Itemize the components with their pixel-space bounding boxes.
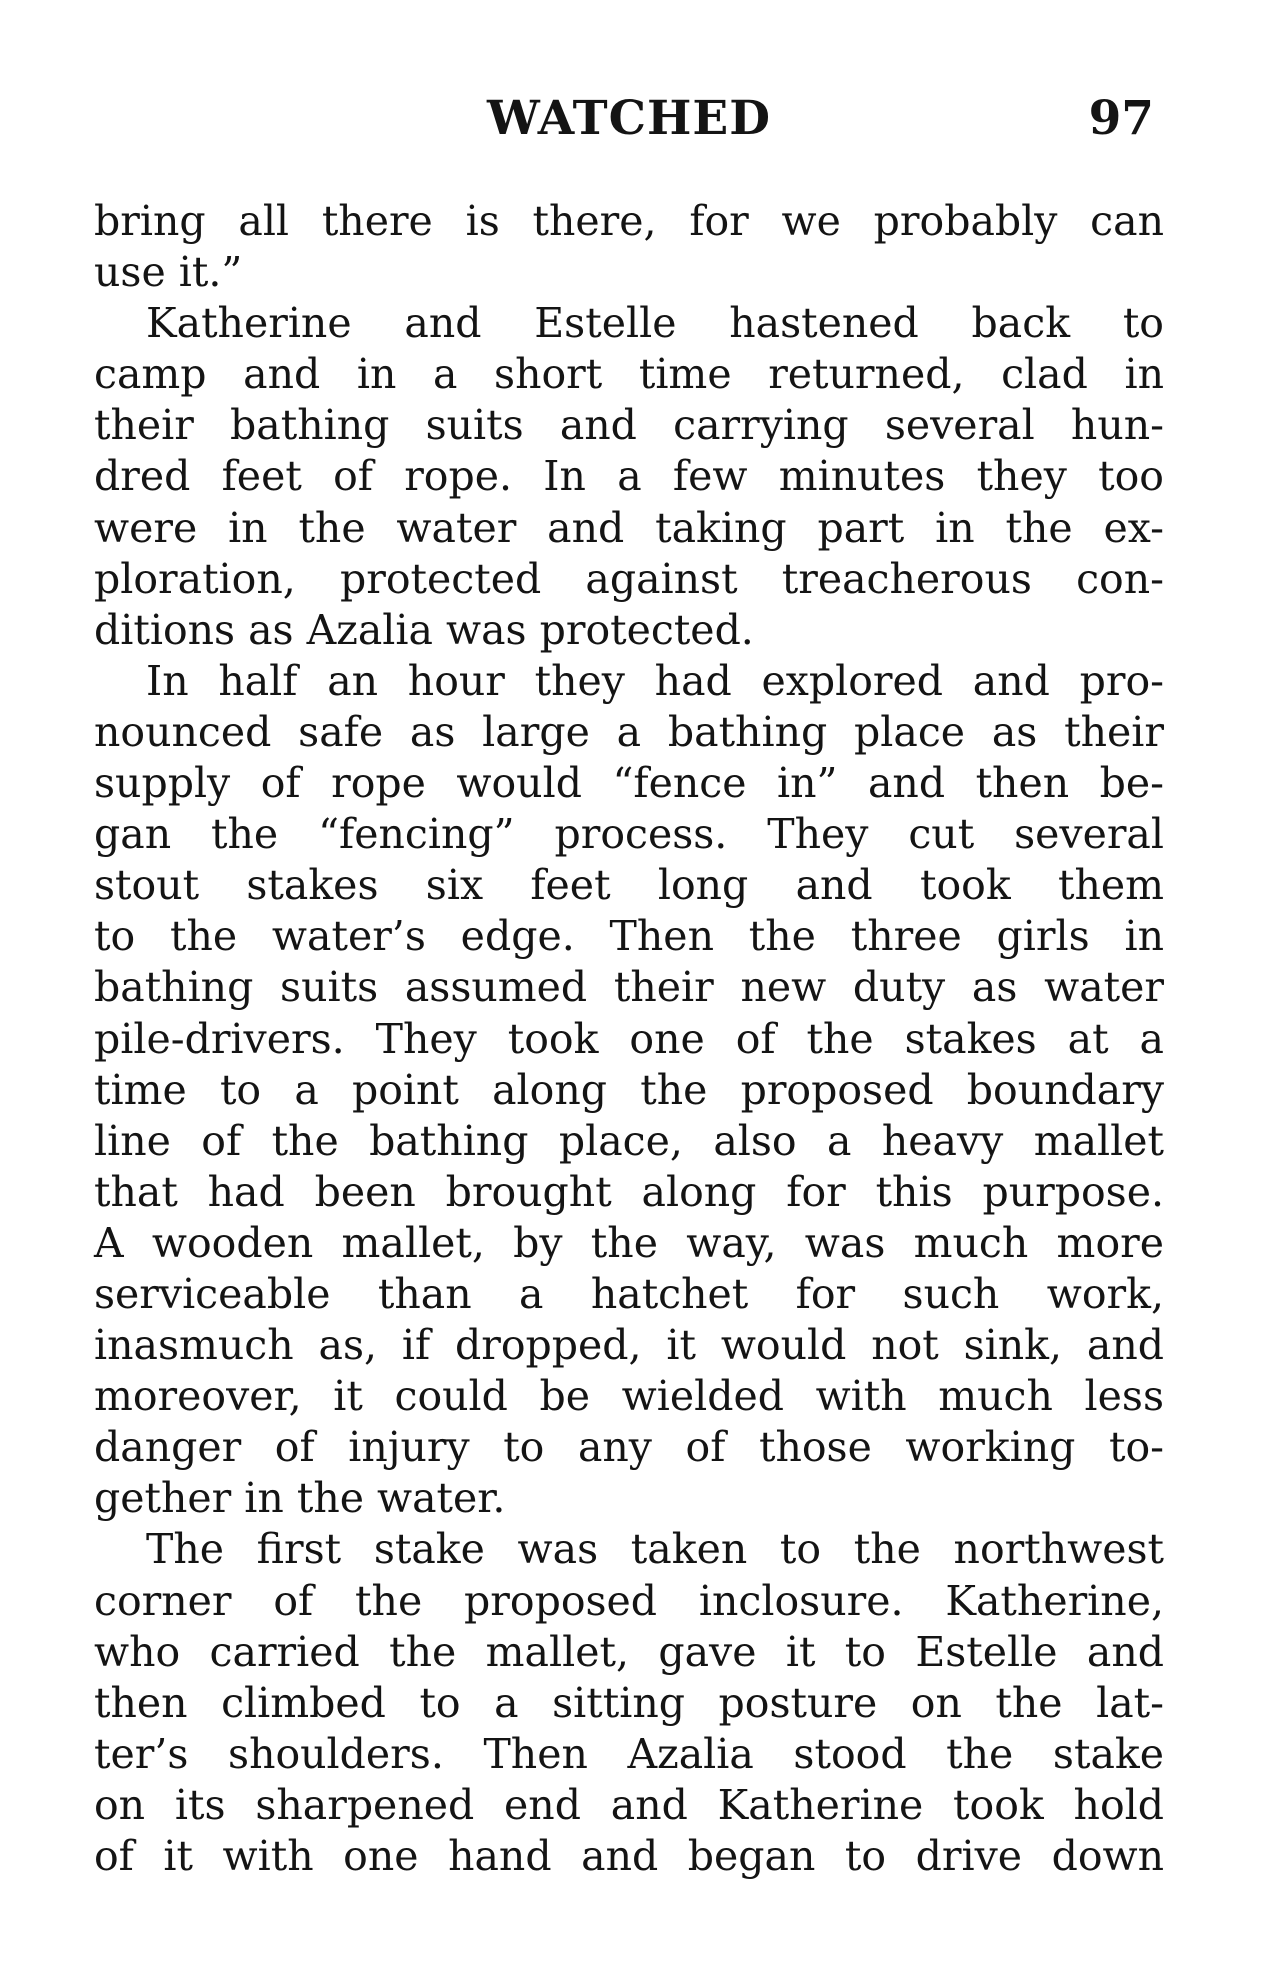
paragraph-start-line: Katherine and Estelle hastened back to bbox=[146, 299, 1164, 348]
text-line: gan the “fencing” process. They cut several bbox=[94, 810, 1164, 859]
chapter-title: WATCHED bbox=[486, 91, 772, 146]
paragraph-start-line: The first stake was taken to the northwest bbox=[146, 1525, 1164, 1574]
text-line: moreover, it could be wielded with much less bbox=[94, 1372, 1164, 1421]
text-line: gether in the water. bbox=[94, 1474, 506, 1523]
text-line: on its sharpened end and Katherine took hold bbox=[94, 1780, 1164, 1829]
text-line: serviceable than a hatchet for such work, bbox=[94, 1269, 1164, 1318]
text-line: use it.” bbox=[94, 248, 243, 297]
text-line: line of the bathing place, also a heavy mallet bbox=[94, 1116, 1164, 1165]
text-line: time to a point along the proposed boundary bbox=[94, 1065, 1164, 1114]
text-line: danger of injury to any of those working to- bbox=[94, 1423, 1164, 1472]
text-line: inasmuch as, if dropped, it would not sink, and bbox=[94, 1321, 1164, 1370]
text-line: corner of the proposed inclosure. Katherine, bbox=[94, 1576, 1164, 1625]
body-text bbox=[94, 196, 1164, 1882]
text-line: of it with one hand and began to drive down bbox=[94, 1832, 1164, 1880]
text-line: were in the water and taking part in the ex- bbox=[94, 503, 1164, 552]
text-line: A wooden mallet, by the way, was much more bbox=[94, 1218, 1164, 1267]
text-line: who carried the mallet, gave it to Estelle and bbox=[94, 1627, 1164, 1676]
text-line: camp and in a short time returned, clad in bbox=[94, 350, 1164, 399]
text-line: their bathing suits and carrying several hun- bbox=[94, 401, 1164, 450]
text-line: ter’s shoulders. Then Azalia stood the stake bbox=[94, 1729, 1164, 1778]
running-head bbox=[94, 84, 1164, 154]
text-line: dred feet of rope. In a few minutes they too bbox=[94, 452, 1164, 501]
text-line: pile-drivers. They took one of the stakes at a bbox=[94, 1014, 1164, 1063]
paragraph-start-line: In half an hour they had explored and pro- bbox=[146, 656, 1164, 705]
text-line: supply of rope would “fence in” and then be- bbox=[94, 759, 1164, 808]
text-line: stout stakes six feet long and took them bbox=[94, 861, 1164, 910]
text-line: that had been brought along for this purpose. bbox=[94, 1167, 1164, 1216]
page-number: 97 bbox=[1088, 91, 1154, 146]
text-line: ploration, protected against treacherous con- bbox=[94, 554, 1164, 603]
text-line: to the water’s edge. Then the three girls in bbox=[94, 912, 1164, 961]
text-line: nounced safe as large a bathing place as their bbox=[94, 707, 1164, 756]
text-line: bathing suits assumed their new duty as water bbox=[94, 963, 1164, 1012]
text-line: ditions as Azalia was protected. bbox=[94, 605, 754, 654]
text-line: bring all there is there, for we probably can bbox=[94, 197, 1164, 245]
text-line: then climbed to a sitting posture on the lat- bbox=[94, 1678, 1164, 1727]
